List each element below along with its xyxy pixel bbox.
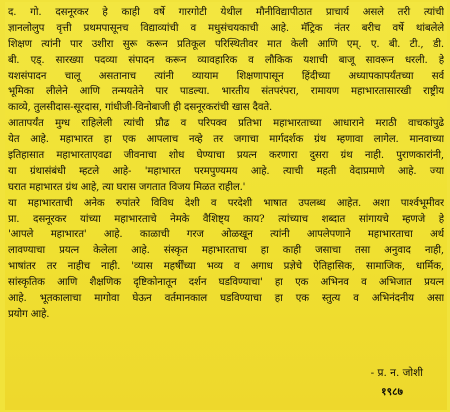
text-line: द. गो. दसनूरकर हे काही वर्षे गारगोटी येथील मौनीविद्यापीठात प्राचार्य असले तरी त्यांची xyxy=(8,7,444,18)
text-line: शिक्षण त्यांनी पार उशीरा सुरू करून प्रतिकूल परिस्थितीवर मात केली आणि एम्. ए. बी. टी., डी. xyxy=(8,38,444,50)
signature-year: १९८७ xyxy=(381,386,403,398)
text-line: या महाभारताची अनेक रुपांतरे विविध देशी व परदेशी भाषात उपलब्ध आहेत. अशा पार्श्वभूमीवर xyxy=(8,197,444,209)
text-line: येत आहे. महाभारत हा एक आपलाच नव्हे तर जगाचा मार्गदर्शक ग्रंथ म्हणावा लागेल. मानवाच्या xyxy=(8,134,444,146)
text-line: सांस्कृतिक आणि शैक्षणिक दृष्टिकोनातून दर्शन घडविण्याचा' हा एक अभिनव व अभिजात प्रयत्न xyxy=(8,277,444,289)
text-line: प्रयोग आहे. xyxy=(8,308,50,320)
text-line: घरात महाभारत ग्रंथ आहे, त्या घरास जगतात विजय मिळत राहील.' xyxy=(8,181,246,193)
text-line: लावण्याचा प्रयत्न केलेला आहे. संस्कृत महाभारताचा हा काही जसाचा तसा अनुवाद नाही, xyxy=(8,245,444,257)
text-line: यशसंपादन चालू असतानाच त्यांनी व्यायाम शिक्षणापासून हिंदीच्या अध्यापकापर्यंतच्या सर्व xyxy=(8,70,444,82)
text-line: काव्ये, तुलसीदास-सूरदास, गांधीजी-विनोबाजी ही दसनूरकरांची खास दैवते. xyxy=(8,102,273,114)
text-line: प्रा. दसनूरकर यांच्या महाभारताचे नेमके वैशिष्ट्य काय? त्यांच्याच शब्दात सांगायचे म्हणजे हे xyxy=(8,213,444,225)
book-page xyxy=(5,2,447,410)
text-line: इतिहासात महाभारताएवढा जीवनाचा शोध घेण्याचा प्रयत्न करणारा दुसरा ग्रंथ नाही. पुराणकारांनी, xyxy=(8,150,444,162)
text-line: आहे. भूतकालाचा मागोवा घेऊन वर्तमानकाल घडविण्याचा हा एक स्तुत्य व अभिनंदनीय असा xyxy=(8,293,444,305)
text-line: बी. एड्. सारख्या पदव्या संपादन करून व्यावहारिक व लौकिक यशाची बाजू सावरून धरली. हे xyxy=(8,54,444,66)
foreword-text xyxy=(8,5,444,323)
text-line: 'आपले महाभारत' आहे. काळाची गरज ओळखून त्यांनी आपलेपणाने महाभारताचा अर्थ xyxy=(8,229,444,241)
text-line: भाषांतर तर नाहीच नाही. 'व्यास महर्षींच्या भव्य व अगाध प्रज्ञेचे ऐतिहासिक, सामाजिक, धार्मिक, xyxy=(8,261,444,273)
text-line: भूमिका लीलेने आणि तन्मयतेने पार पाडल्या. भारतीय संतपरंपरा, रामायण महाभारतासारखी राष्ट्रीय xyxy=(8,86,444,98)
text-line: या ग्रंथासंबंधी म्हटले आहे- 'महाभारत परमपुण्यमय आहे. त्याची महती वेदाप्रमाणे आहे. ज्या xyxy=(8,165,444,177)
text-line: आतापर्यंत मुग्ध राहिलेली त्यांची प्रौढ व परिपक्व प्रतिभा महाभारताच्या आधाराने मराठी वाचकांपुढे xyxy=(8,118,444,130)
author-signature: - प्र. न. जोशी xyxy=(370,367,423,379)
text-line: ज्ञानलोलुप वृत्ती प्रथमपासूनच विद्याव्यांची व मधुसंचयकाची आहे. मॅट्रिक नंतर बरीच वर्षे थांबलेले xyxy=(8,22,444,34)
